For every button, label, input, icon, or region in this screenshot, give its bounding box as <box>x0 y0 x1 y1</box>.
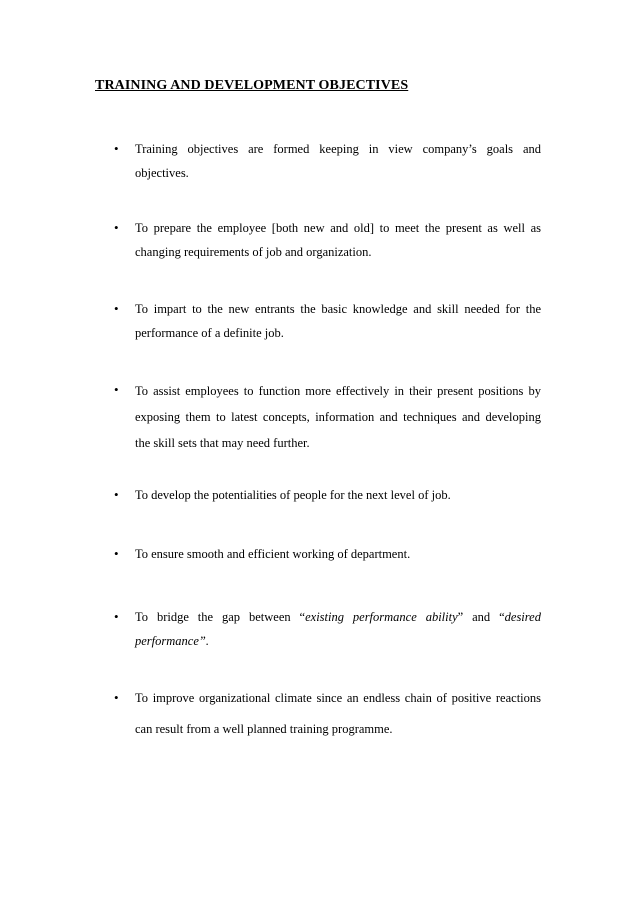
bullet: • <box>114 487 119 502</box>
bullet: • <box>114 220 119 235</box>
text-line: can result from a well planned training programme. <box>135 722 393 736</box>
text-segment: ” and “ <box>457 610 505 624</box>
italic-segment: existing performance ability <box>305 610 458 624</box>
bullet: • <box>114 546 119 561</box>
text-line: the skill sets that may need further. <box>135 436 310 450</box>
text-line <box>135 629 541 653</box>
text-line: To prepare the employee [both new and old] to meet the present as well as <box>135 221 541 235</box>
text-line: To improve organizational climate since an endless chain of positive reactions <box>135 691 541 705</box>
italic-segment: performance”. <box>135 634 209 648</box>
text-line: exposing them to latest concepts, information and techniques and developing <box>135 410 541 424</box>
bullet: • <box>114 141 119 156</box>
italic-segment: desired <box>504 610 541 624</box>
text-line: To ensure smooth and efficient working of department. <box>135 547 411 561</box>
text-line: To assist employees to function more effectively in their present positions by <box>135 384 541 398</box>
list-item-text <box>135 542 541 566</box>
text-line: Training objectives are formed keeping in view company’s goals and <box>135 142 541 156</box>
list-item-text <box>135 605 541 653</box>
bullet: • <box>114 382 119 397</box>
bullet: • <box>114 690 119 705</box>
list-item-text <box>135 683 541 745</box>
bullet: • <box>114 609 119 624</box>
text-segment: To bridge the gap between “ <box>135 610 306 624</box>
page-title: TRAINING AND DEVELOPMENT OBJECTIVES <box>95 78 409 93</box>
bullet: • <box>114 301 119 316</box>
list-item-text <box>135 137 541 185</box>
list-item-text <box>135 297 541 345</box>
list-item-text <box>135 483 541 507</box>
text-line: To impart to the new entrants the basic knowledge and skill needed for the <box>135 302 541 316</box>
text-line: To develop the potentialities of people for the next level of job. <box>135 488 451 502</box>
list-item-text <box>135 378 541 456</box>
text-line <box>135 605 541 629</box>
text-line: changing requirements of job and organization. <box>135 245 372 259</box>
text-line: objectives. <box>135 166 189 180</box>
list-item-text <box>135 216 541 264</box>
text-line: performance of a definite job. <box>135 326 284 340</box>
